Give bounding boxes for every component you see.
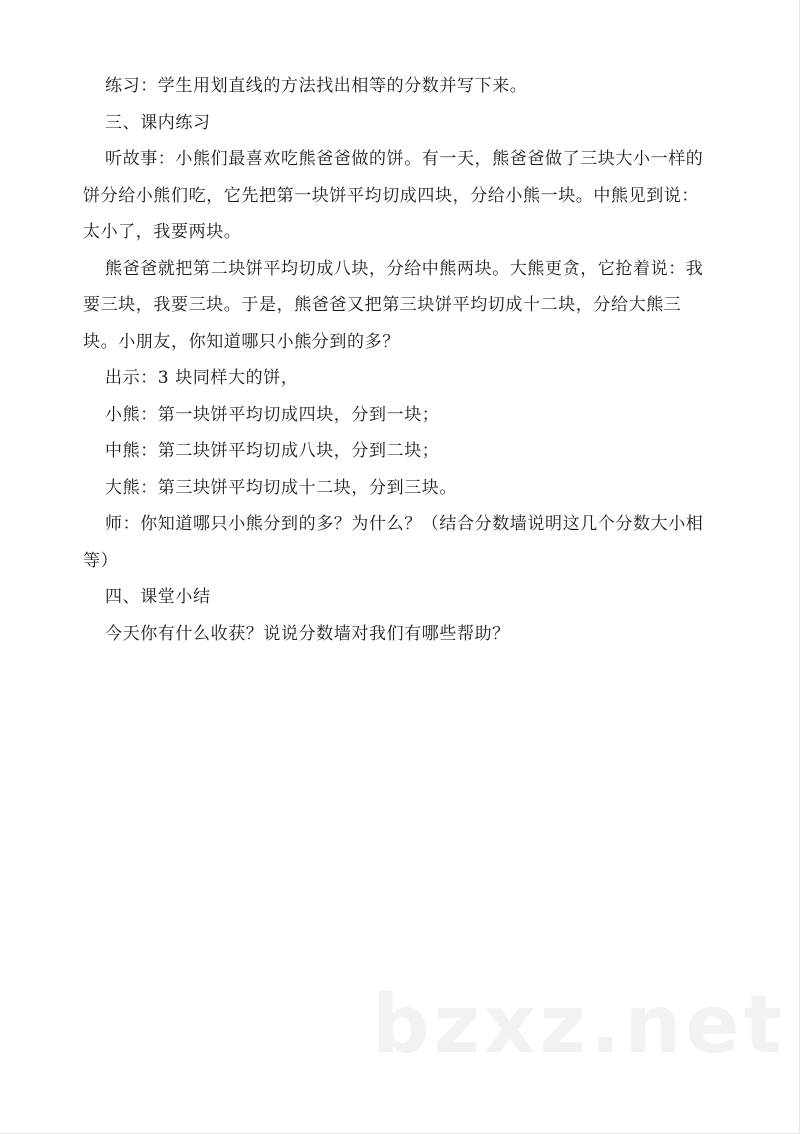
summary-question: 今天你有什么收获？说说分数墙对我们有哪些帮助？ (105, 623, 510, 644)
small-bear-line: 小熊：第一块饼平均切成四块，分到一块； (105, 404, 440, 425)
practice-instruction: 练习：学生用划直线的方法找出相等的分数并写下来。 (105, 76, 528, 96)
big-bear-line: 大熊：第三块饼平均切成十二块，分到三块。 (105, 477, 457, 498)
middle-bear-line: 中熊：第二块饼平均切成八块，分到二块； (105, 441, 440, 461)
teacher-question: 师：你知道哪只小熊分到的多？为什么？（结合分数墙说明这几个分数大小相等） (83, 514, 704, 571)
story-paragraph-1: 听故事：小熊们最喜欢吃熊爸爸做的饼。有一天，熊爸爸做了三块大小一样的饼分给小熊们吃，它先把第一块饼平均切成四块，分给小熊一块。中熊见到说：太小了，我要两块。 (83, 149, 704, 242)
site-watermark: bzxz.net (372, 978, 786, 1071)
section-heading-summary: 四、课堂小结 (105, 587, 211, 607)
display-line: 出示：3 块同样大的饼， (105, 368, 299, 388)
story-paragraph-2: 熊爸爸就把第二块饼平均切成八块，分给中熊两块。大熊更贪，它抢着说：我要三块，我要三块。于是，熊爸爸又把第三块饼平均切成十二块，分给大熊三块。小朋友，你知道哪只小熊分到的多？ (83, 258, 704, 352)
document-body (83, 68, 713, 652)
section-heading-in-class-practice: 三、课内练习 (105, 112, 211, 133)
